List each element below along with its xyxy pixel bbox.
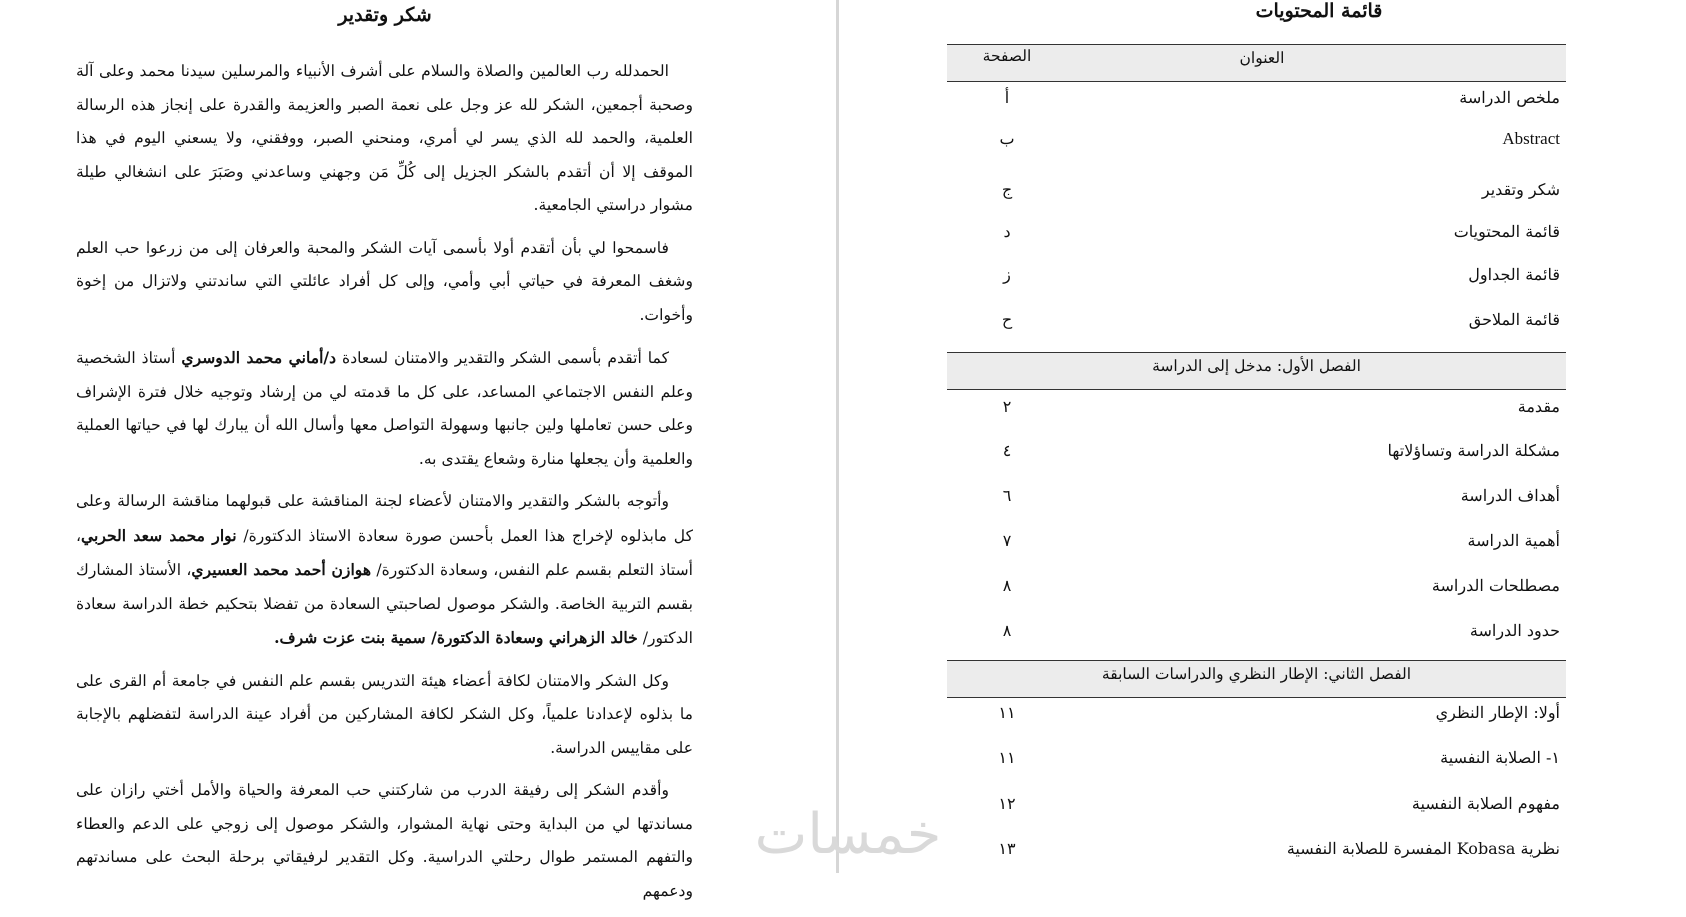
ack-paragraph-3 bbox=[76, 341, 693, 476]
ack-p4-text-e: ، الأستاذ المشارك بقسم التربية الخاصة. والشكر موصول لصاحبتي السعادة من تفضلا بتحكيم خطة الدراسة سعادة الدكتور/ bbox=[76, 561, 693, 647]
toc-row-title: أولا: الإطار النظري bbox=[1435, 703, 1560, 722]
toc-row bbox=[947, 88, 1566, 118]
acknowledgement-title: شكر وتقدير bbox=[338, 4, 432, 26]
chapter-2-title: الفصل الثاني: الإطار النظري والدراسات السابقة bbox=[1101, 665, 1412, 683]
toc-row-title: ١- الصلابة النفسية bbox=[1440, 748, 1560, 767]
toc-row-title: قائمة الجداول bbox=[1468, 265, 1560, 284]
toc-row-title: Abstract bbox=[1502, 129, 1560, 148]
toc-chapter-heading bbox=[947, 660, 1566, 698]
toc-row-title: حدود الدراسة bbox=[1469, 621, 1560, 640]
toc-row-page: ١٣ bbox=[998, 839, 1016, 858]
toc-row-title: قائمة الملاحق bbox=[1468, 310, 1560, 329]
toc-row bbox=[947, 441, 1566, 471]
toc-row bbox=[947, 621, 1566, 651]
ack-paragraph-2: فاسمحوا لي بأن أتقدم أولا بأسمى آيات الشكر والمحبة والعرفان إلى من زرعوا حب العلم وشغف المعرفة في حياتي أبي وأمي، وإلى كل أفراد عائلتي التي ساندتني ولاتزال من إخوة وأخوات. bbox=[76, 238, 693, 324]
toc-row bbox=[947, 180, 1566, 210]
ack-paragraph-5: وكل الشكر والامتنان لكافة أعضاء هيئة التدريس بقسم علم النفس في جامعة أم القرى على ما بذلوه لإعدادنا علمياً، وكل الشكر لكافة المشاركين من أفراد عينة الدراسة لتفضلهم بالإجابة على مقاييس الدراسة. bbox=[76, 671, 693, 757]
toc-row-page: د bbox=[1003, 222, 1011, 241]
toc-row-page: ٧ bbox=[1002, 531, 1012, 550]
toc-header-row bbox=[947, 44, 1566, 82]
toc-row-title: أهداف الدراسة bbox=[1460, 486, 1560, 505]
toc-row-title: شكر وتقدير bbox=[1481, 180, 1560, 199]
toc-row-page: ز bbox=[1003, 265, 1011, 284]
ack-paragraph-6: وأقدم الشكر إلى رفيقة الدرب من شاركتني حب المعرفة والحياة والأمل أختي رازان على مساندتها لي من البداية وحتى نهاية المشوار، والشكر موصول إلى زوجي على الدعم والعطاء والتفهم المستمر طوال رحلتي الدراسية. وكل التقدير لرفيقاتي برحلة البحث على مساندتهم ودعمهم bbox=[76, 781, 693, 900]
toc-row-title: نظرية Kobasa المفسرة للصلابة النفسية bbox=[1286, 839, 1560, 858]
ack-p3-text-c: أستاذ الشخصية وعلم النفس الاجتماعي المساعد، على كل ما قدمته لي من إرشاد وتوجيه خلال فترة الإشراف وعلى حسن تعاملها ولين جانبها وسهولة التواصل معها وأسال الله أن يبارك لها في حياتها العملية والعلمية وأن يجعلها منارة وشعاع يقتدى به. bbox=[76, 349, 693, 468]
toc-row-page: ٤ bbox=[1002, 441, 1012, 460]
toc-row-title: قائمة المحتويات bbox=[1453, 222, 1560, 241]
toc-row-title: ملخص الدراسة bbox=[1459, 88, 1560, 107]
toc-row bbox=[947, 839, 1566, 869]
toc-row-page: ب bbox=[999, 129, 1015, 148]
toc-row-page: ٢ bbox=[1002, 397, 1012, 416]
toc-row-title: أهمية الدراسة bbox=[1467, 531, 1560, 550]
toc-row-page: ٦ bbox=[1002, 486, 1012, 505]
toc-row bbox=[947, 265, 1566, 295]
toc-row-title: مفهوم الصلابة النفسية bbox=[1411, 794, 1560, 813]
toc-row-title: مقدمة bbox=[1517, 397, 1560, 416]
toc-chapter-heading bbox=[947, 352, 1566, 390]
toc-row bbox=[947, 310, 1566, 340]
toc-row-page: ١١ bbox=[998, 748, 1016, 767]
ack-p4-text-a: وأتوجه بالشكر والتقدير والامتنان لأعضاء لجنة المناقشة على قبولهما مناقشة الرسالة وعلى كل مابذلوه لإخراج هذا العمل بأحسن صورة سعادة الاستاذ الدكتورة/ bbox=[76, 492, 693, 545]
toc-row-page: ج bbox=[1001, 180, 1013, 199]
toc-row bbox=[947, 486, 1566, 516]
toc-row-page: ٨ bbox=[1002, 621, 1012, 640]
toc-header-page: الصفحة bbox=[982, 47, 1032, 65]
toc-row bbox=[947, 794, 1566, 824]
toc-row bbox=[947, 703, 1566, 733]
toc-page bbox=[839, 0, 1686, 873]
ack-paragraph-1: الحمدلله رب العالمين والصلاة والسلام على أشرف الأنبياء والمرسلين سيدنا محمد وعلى آلة وصحبة أجمعين، الشكر لله عز وجل على نعمة الصبر والعزيمة والقدرة على إنجاز هذه الرسالة العلمية، والحمد لله الذي يسر لي أمري، ومنحني الصبر، ووفقني، ولا يسعني اليوم في هذا الموقف إلا أن أتقدم بالشكر الجزيل إلى كُلِّ مَن وجهني وساعدني وصَبَرَ على انشغالي طيلة مشوار دراستي الجامعية. bbox=[76, 62, 693, 214]
ack-p4-text-c: ، أستاذ التعلم بقسم علم النفس، وسعادة الدكتورة/ bbox=[76, 526, 693, 579]
ack-paragraph-4 bbox=[76, 485, 693, 656]
supervisor-name: د/أماني محمد الدوسري bbox=[181, 348, 337, 367]
committee-member-1: نوار محمد سعد الحربي bbox=[81, 525, 237, 545]
toc-row bbox=[947, 748, 1566, 778]
chapter-1-title: الفصل الأول: مدخل إلى الدراسة bbox=[1152, 357, 1361, 375]
toc-row bbox=[947, 576, 1566, 606]
toc-row-page: ١٢ bbox=[998, 794, 1016, 813]
toc-title: قائمة المحتويات bbox=[1255, 0, 1383, 22]
toc-row-title: مشكلة الدراسة وتساؤلاتها bbox=[1387, 441, 1560, 460]
toc-row-page: ١١ bbox=[998, 703, 1016, 722]
acknowledgement-body bbox=[76, 55, 693, 917]
toc-row bbox=[947, 222, 1566, 252]
plan-reviewers: خالد الزهراني وسعادة الدكتورة/ سمية بنت عزت شرف. bbox=[274, 628, 638, 647]
toc-row-page: ح bbox=[1001, 310, 1013, 329]
watermark-logo: خمسات bbox=[754, 802, 942, 867]
toc-row bbox=[947, 129, 1566, 159]
ack-p3-text-a: كما أتقدم بأسمى الشكر والتقدير والامتنان لسعادة bbox=[336, 349, 669, 367]
toc-row-title: مصطلحات الدراسة bbox=[1431, 576, 1560, 595]
committee-member-2: هوازن أحمد محمد العسيري bbox=[191, 560, 372, 579]
acknowledgement-page bbox=[0, 0, 836, 900]
toc-row-page: أ bbox=[1004, 88, 1010, 107]
toc-row bbox=[947, 531, 1566, 561]
toc-row-page: ٨ bbox=[1002, 576, 1012, 595]
toc-header-title: العنوان bbox=[1239, 49, 1285, 67]
toc-row bbox=[947, 397, 1566, 427]
